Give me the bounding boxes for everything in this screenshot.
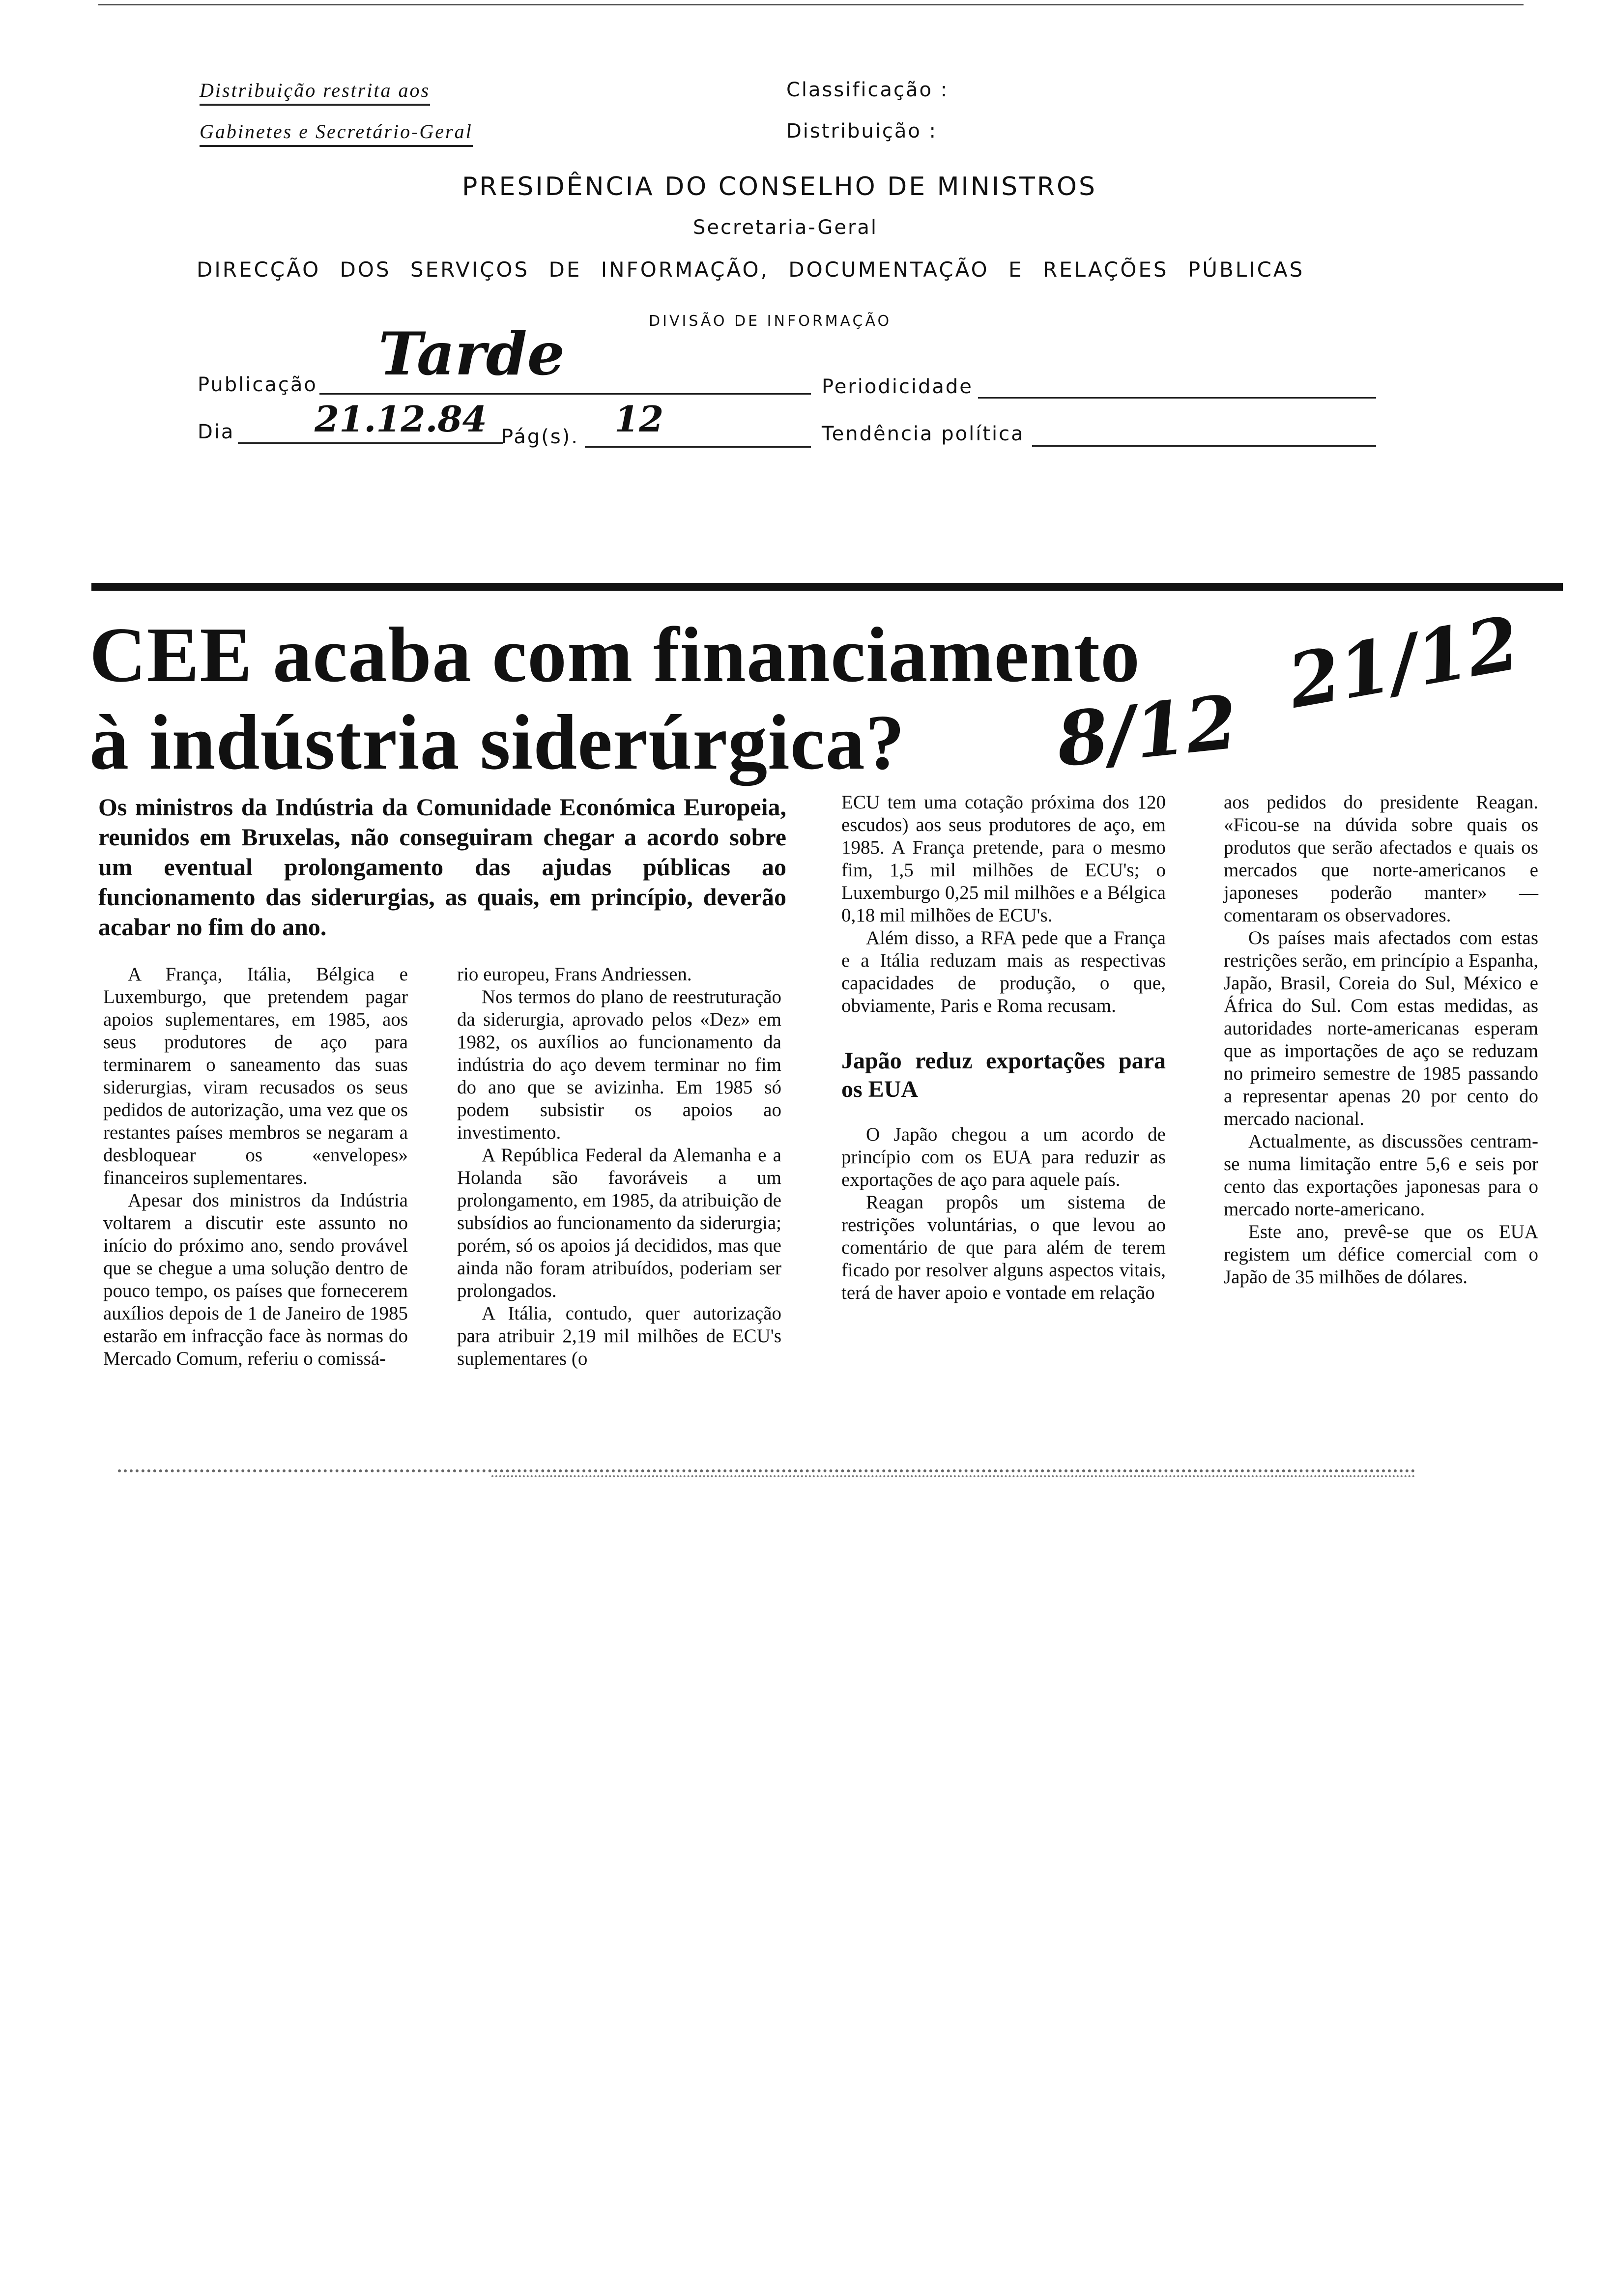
article-column-4 (1224, 791, 1538, 1289)
periodicidade-label: Periodicidade (822, 375, 973, 398)
article-column-1 (103, 963, 408, 1370)
presidencia-title: PRESIDÊNCIA DO CONSELHO DE MINISTROS (462, 172, 1097, 201)
col3-paragraph-3: Reagan propôs um sistema de restrições voluntárias, o que levou ao comentário de que para além de terem ficado por resolver alguns aspectos vitais, terá de haver apoio e vontade em relação (841, 1192, 1166, 1303)
col3-paragraph-1: Além disso, a RFA pede que a França e a Itália reduzam mais as respectivas capacidades de produção, o que, obviamente, Paris e Roma recusam. (841, 927, 1166, 1016)
col4-paragraph-2: Actualmente, as discussões centram-se numa limitação entre 5,6 e seis por cento das exportações japonesas para o mercado norte-americano. (1224, 1131, 1538, 1220)
col1-paragraph-1: A França, Itália, Bélgica e Luxemburgo, que pretendem pagar apoios suplementares, em 1985, aos seus produtores de aço para terminarem o saneamento das suas siderurgias, viram recusados os seus pedidos de autorização, uma vez que os restantes países membros se negaram a desbloquear os «envelopes» financeiros suplementares. (103, 964, 408, 1188)
bottom-dotted-cut-line (118, 1469, 1415, 1472)
publicacao-label: Publicação (198, 373, 317, 396)
col4-paragraph-0: aos pedidos do presidente Reagan. «Ficou-se na dúvida sobre quais os produtos que serão afectados e quais os mercados que norte-americanos e japoneses poderão manter» — comentaram os observadores. (1224, 792, 1538, 926)
article-top-rule (91, 583, 1563, 591)
dia-label: Dia (198, 421, 235, 443)
col3-paragraph-2: O Japão chegou a um acordo de princípio com os EUA para reduzir as exportações de aço para aquele país. (841, 1124, 1166, 1190)
periodicidade-line (978, 397, 1376, 399)
distribuicao-restrita-line1: Distribuição restrita aos (200, 79, 430, 106)
col2-paragraph-1: Nos termos do plano de reestruturação da siderurgia, aprovado pelos «Dez» em 1982, os auxílios ao funcionamento da indústria do aço devem terminar no fim do ano que se avizinha. Em 1985 só podem subsistir os apoios ao investimento. (457, 986, 781, 1143)
tendencia-label: Tendência política (822, 423, 1025, 445)
col2-paragraph-2: A República Federal da Alemanha e a Holanda são favoráveis a um prolongamento, em 1985, da atribuição de subsídios ao funcionamento da siderurgia; porém, só os apoios já decididos, mas que ainda não foram atribuídos, poderiam ser prolongados. (457, 1145, 781, 1301)
article-lead: Os ministros da Indústria da Comunidade Económica Europeia, reunidos em Bruxelas, não conseguiram chegar a acordo sobre um eventual prolongamento das ajudas públicas ao funcionamento das siderurgias, as quais, em princípio, deverão acabar no fim do ano. (98, 793, 786, 941)
col2-paragraph-0: rio europeu, Frans Andriessen. (457, 964, 692, 985)
dia-line (238, 442, 503, 444)
headline-line1: CEE acaba com financiamento (89, 611, 1141, 698)
publicacao-line (319, 393, 811, 395)
handwritten-annotation-b: 21/12 (1282, 600, 1526, 725)
publicacao-value: Tarde (378, 319, 565, 389)
headline-line2: à indústria siderúrgica? (89, 698, 905, 786)
distribuicao-restrita-line2: Gabinetes e Secretário-Geral (200, 120, 473, 147)
article-column-3 (841, 791, 1166, 1304)
pags-line (585, 446, 811, 448)
bottom-dotted-cut-line-2 (491, 1475, 1415, 1477)
secretaria-geral: Secretaria-Geral (693, 216, 878, 239)
distribuicao-label: Distribuição : (786, 120, 938, 143)
col2-paragraph-3: A Itália, contudo, quer autorização para atribuir 2,19 mil milhões de ECU's suplementares (o (457, 1303, 781, 1369)
tendencia-line (1032, 445, 1376, 447)
top-border-line (98, 4, 1524, 5)
article-column-2 (457, 963, 781, 1370)
col4-paragraph-1: Os países mais afectados com estas restrições serão, em princípio a Espanha, Japão, Brasil, Coreia do Sul, México e África do Sul. Com estas medidas, as autoridades norte-americanas esperam que as importações de aço se reduzam no primeiro semestre de 1985 passando a representar apenas 20 por cento do mercado nacional. (1224, 927, 1538, 1129)
pags-value: 12 (614, 398, 664, 440)
subheading-japao: Japão reduz exportações para os EUA (841, 1048, 1166, 1102)
classificacao-label: Classificação : (786, 79, 949, 101)
col3-paragraph-0: ECU tem uma cotação próxima dos 120 escudos) aos seus produtores de aço, em 1985. A França pretende, para o mesmo fim, 1,5 mil milhões de ECU's; o Luxemburgo 0,25 mil milhões e a Bélgica 0,18 mil milhões de ECU's. (841, 792, 1166, 926)
handwritten-annotation-a: 8/12 (1052, 679, 1242, 784)
col1-paragraph-2: Apesar dos ministros da Indústria voltarem a discutir este assunto no início do próximo ano, sendo provável que se chegue a uma solução dentro de pouco tempo, os países que fornecerem auxílios depois de 1 de Janeiro de 1985 estarão em infracção face às normas do Mercado Comum, referiu o comissá- (103, 1190, 408, 1369)
divisao-informacao: DIVISÃO DE INFORMAÇÃO (649, 313, 892, 330)
pags-label: Pág(s). (501, 426, 579, 448)
direccao-servicos: DIRECÇÃO DOS SERVIÇOS DE INFORMAÇÃO, DOCUMENTAÇÃO E RELAÇÕES PÚBLICAS (197, 258, 1305, 282)
dia-value: 21.12.84 (315, 398, 487, 440)
col4-paragraph-3: Este ano, prevê-se que os EUA registem um défice comercial com o Japão de 35 milhões de dólares. (1224, 1221, 1538, 1288)
